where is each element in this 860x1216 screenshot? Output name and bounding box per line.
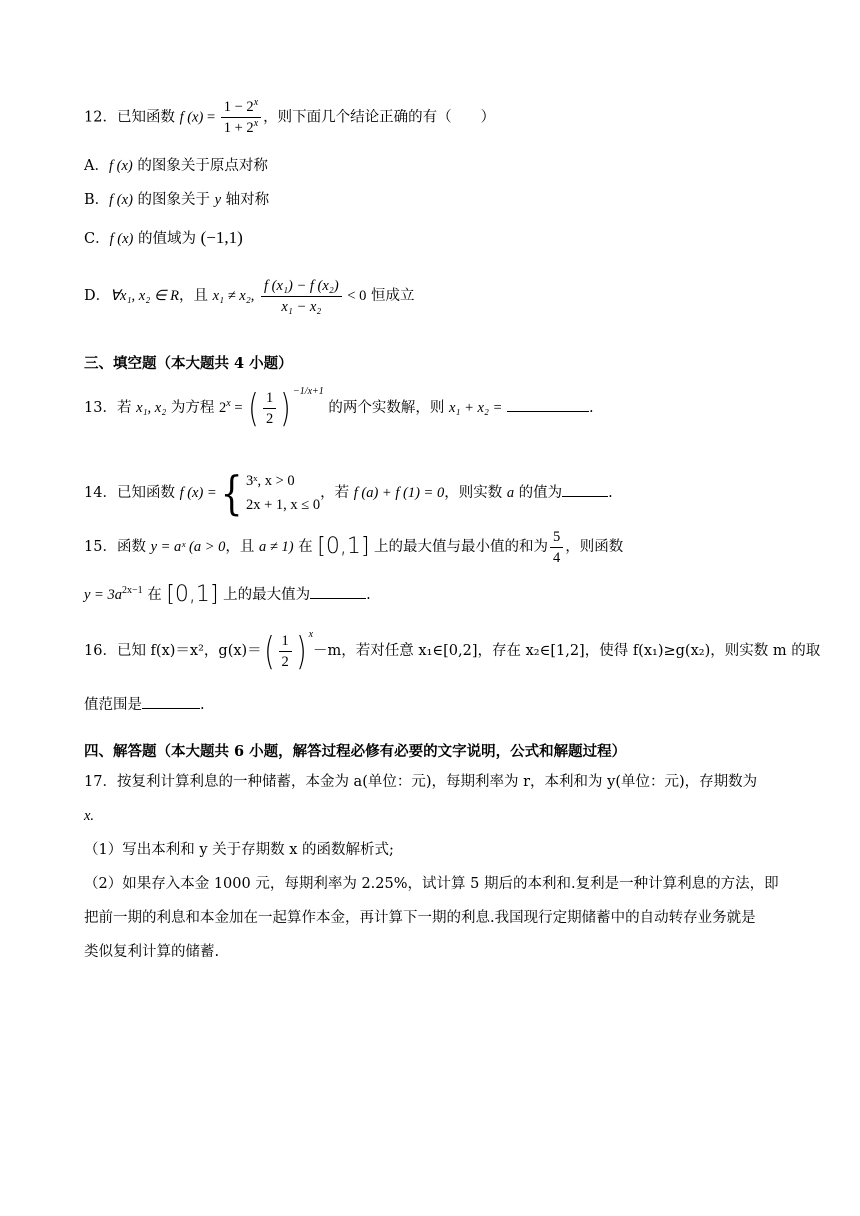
answer-blank[interactable]: [562, 482, 608, 497]
question-16-line-2: 值范围是 .: [84, 694, 205, 715]
question-14: 14．已知函数 f (x) ={ 3ˣ, x > 0 2x + 1, x ≤ 0 ，若 f (a) + f (1) = 0，则实数 a 的值为 .: [84, 466, 613, 520]
fraction: $\frac{1 - 2^x}{1 + 2^x}$: [221, 98, 261, 137]
question-15: 15．函数 y = aˣ (a > 0，且 a ≠ 1) 在 [0,1] 上的最大值与最小值的和为 $\frac{5}{4}$ ，则函数: [84, 528, 624, 566]
question-17: 17．按复利计算利息的一种储蓄，本金为 a(单位：元)，每期利率为 r，本利和为 y(单位：元)，存期数为: [84, 774, 758, 790]
question-17-line-2: x.: [84, 808, 95, 824]
question-17-part-1: （1）写出本利和 y 关于存期数 x 的函数解析式;: [84, 842, 394, 858]
question-13: 13．若 x₁, x₂ 为方程 $2^x$ = ( $\frac{1}{2}$ ) $^{-1/x+1}$ 的两个实数解，则 x₁ + x₂ = .: [84, 386, 594, 430]
question-number: 12．: [84, 109, 117, 126]
section-heading-answer: 四、解答题（本大题共 6 小题，解答过程必修有必要的文字说明，公式和解题过程）: [84, 743, 627, 760]
answer-blank[interactable]: [142, 694, 200, 709]
question-12: 12．已知函数 f (x) = $\frac{1 - 2^x}{1 + 2^x}$ ，则下面几个结论正确的有（ ）: [84, 97, 496, 136]
question-17-part-2-line-3: 类似复利计算的储蓄.: [84, 944, 220, 960]
question-16: 16．已知 f(x)＝x²，g(x)＝( $\frac{1}{2}$ ) $^x$－m，若对任意 x₁∈[0,2]，存在 x₂∈[1,2]，使得 f(x₁)≥g(x₂)，则实数 m 的取: [84, 629, 821, 673]
question-17-part-2-line-2: 把前一期的利息和本金加在一起算作本金，再计算下一期的利息.我国现行定期储蓄中的自动转存业务就是: [84, 910, 756, 926]
question-17-part-2: （2）如果存入本金 1000 元，每期利率为 2.25%，试计算 5 期后的本利和.复利是一种计算利息的方法，即: [84, 876, 779, 892]
question-15-line-2: $y = 3a^{2x-1}$ 在 [0,1] 上的最大值为 .: [84, 582, 371, 607]
fraction: $\frac{\text{f (x₁) − f (x₂)}}{\text{x₁ − x₂}}$: [261, 277, 342, 316]
option-d: D．∀x₁, x₂ ∈ R，且 x₁ ≠ x₂, $\frac{\text{f (x₁) − f (x₂)}}{\text{x₁ − x₂}}$ < 0 恒成立: [84, 277, 415, 315]
option-c: C．f (x) 的值域为 (−1,1): [84, 228, 243, 247]
section-heading-fill-in: 三、填空题（本大题共 4 小题）: [84, 355, 293, 372]
option-b: B．f (x) 的图象关于 y 轴对称: [84, 192, 270, 208]
answer-blank[interactable]: [507, 397, 589, 412]
answer-blank[interactable]: [310, 584, 366, 599]
option-a: A．f (x) 的图象关于原点对称: [84, 158, 268, 174]
